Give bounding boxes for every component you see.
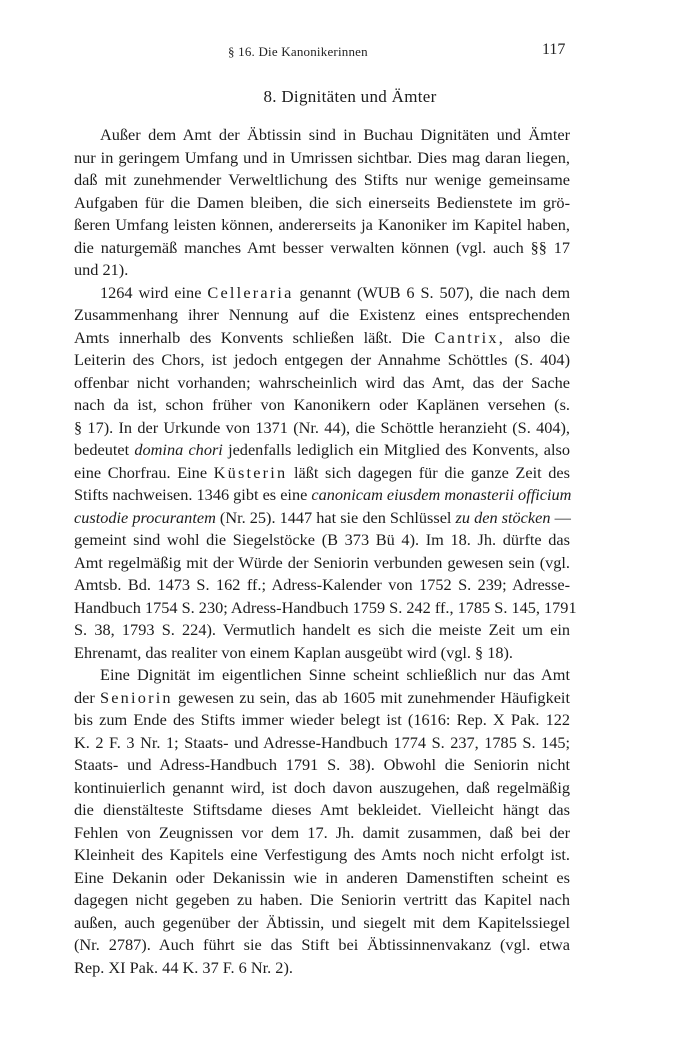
text-line — [74, 687, 570, 710]
text-line: Handbuch 1754 S. 230; Adress-Handbuch 1759 S. 242 ff., 1785 S. 145, 1791 — [74, 597, 577, 617]
text-run: jedenfalls lediglich ein Mitglied des Konvents, also — [228, 440, 571, 459]
text-run: der — [74, 687, 95, 707]
text-line — [74, 462, 570, 485]
text-line: Staats- und Adress-Handbuch 1791 S. 38). Obwohl die Seniorin nicht — [74, 755, 570, 774]
text-line: offenbar nicht vorhanden; wahrscheinlich wird das Amt, das der Sache — [74, 372, 570, 392]
text-line: K. 2 F. 3 Nr. 1; Staats- und Adresse-Handbuch 1774 S. 237, 1785 S. 145; — [74, 732, 570, 752]
text-line: Eine Dignität im eigentlichen Sinne scheint schließlich nur das Amt — [100, 665, 570, 684]
text-line: nur in geringem Umfang und in Umrissen sichtbar. Dies mag daran liegen, — [74, 147, 570, 167]
text-run: eine Chorfrau. Eine — [74, 462, 208, 482]
text-line: Amtsb. Bd. 1473 S. 162 ff.; Adress-Kalender von 1752 S. 239; Adresse- — [74, 575, 570, 594]
page-number: 117 — [542, 41, 566, 58]
text-line: Eine Dekanin oder Dekanissin wie in anderen Damenstiften scheint es — [74, 867, 570, 887]
text-line: außen, auch gegenüber der Äbtissin, und siegelt mit dem Kapitelssiegel — [74, 912, 570, 932]
running-title: § 16. Die Kanonikerinnen — [228, 44, 368, 59]
italic-quote: canonicam eiusdem monasterii officium — [311, 485, 572, 504]
text-line — [74, 439, 570, 462]
text-line: S. 38, 1793 S. 224). Vermutlich handelt es sich die meiste Zeit um ein — [74, 620, 570, 639]
italic-term: domina chori — [134, 440, 223, 459]
text-line: Rep. XI Pak. 44 K. 37 F. 6 Nr. 2). — [74, 957, 293, 977]
text-line: Fehlen von Zeugnissen vor dem 17. Jh. damit zusammen, daß bei der — [74, 822, 570, 842]
text-line: Ehrenamt, das realiter von einem Kaplan ausgeübt wird (vgl. § 18). — [74, 642, 514, 662]
text-line — [74, 484, 570, 507]
text-run: gewesen zu sein, das ab 1605 mit zunehmender Häufigkeit — [177, 687, 570, 707]
text-line — [74, 327, 570, 350]
text-line: nach da ist, schon früher von Kanonikern oder Kaplänen versehen (s. — [74, 395, 570, 414]
text-line: Aufgaben für die Damen bleiben, die sich einerseits Bedienstete im grö- — [74, 192, 570, 212]
text-run: läßt sich dagegen für die ganze Zeit des — [293, 462, 570, 482]
spaced-term-celleraria: Celleraria — [207, 282, 294, 302]
spaced-term-cantrix: Cantrix, — [434, 327, 505, 347]
body-text — [74, 124, 577, 979]
text-run: genannt (WUB 6 S. 507), die nach dem — [299, 282, 570, 302]
dash: — — [554, 507, 571, 527]
text-line: Außer dem Amt der Äbtissin sind in Buchau Dignitäten und Ämter — [100, 125, 570, 144]
text-line: gemeint sind wohl die Siegelstöcke (B 373 Bü 4). Im 18. Jh. dürfte das — [74, 530, 570, 549]
text-line: Leiterin des Chors, ist jedoch entgegen der Annahme Schöttles (S. 404) — [74, 350, 570, 369]
text-line: kontinuierlich genannt wird, ist doch davon auszugehen, daß regelmäßig — [74, 777, 570, 797]
text-line — [74, 282, 570, 305]
text-line: dagegen nicht gegeben zu haben. Die Seniorin vertritt das Kapitel nach — [74, 890, 570, 909]
text-run: bedeutet — [74, 440, 130, 459]
text-line: Zusammenhang ihrer Nennung auf die Existenz eines entsprechenden — [74, 305, 570, 324]
text-line: und 21). — [74, 260, 129, 279]
text-line: (Nr. 2787). Auch führt sie das Stift bei Äbtissinnenvakanz (vgl. etwa — [74, 935, 570, 954]
text-line: die dienstälteste Stiftsdame dieses Amt bekleidet. Vielleicht hängt das — [74, 800, 570, 819]
text-run: Stifts nachweisen. 1346 gibt es eine — [74, 485, 308, 504]
spaced-term-kuesterin: Küsterin — [213, 462, 288, 482]
text-line: daß mit zunehmender Verweltlichung des Stifts nur wenige gemeinsame — [74, 170, 570, 189]
section-heading: 8. Dignitäten und Ämter — [263, 87, 437, 106]
text-run: also die — [514, 327, 570, 347]
spaced-term-seniorin: Seniorin — [100, 687, 173, 707]
text-run: (Nr. 25). 1447 hat sie den Schlüssel — [219, 507, 452, 527]
text-line: ßeren Umfang leisten können, andererseits ja Kanoniker im Kapitel haben, — [74, 215, 570, 234]
text-run: 1264 wird eine — [100, 282, 202, 302]
italic-quote: custodie procurantem — [74, 507, 216, 527]
text-line: Amt regelmäßig mit der Würde der Seniorin verbunden gewesen sein (vgl. — [74, 552, 570, 572]
text-line: die naturgemäß manches Amt besser verwalten können (vgl. auch §§ 17 — [74, 237, 570, 257]
text-line: § 17). In der Urkunde von 1371 (Nr. 44), die Schöttle heranzieht (S. 404), — [74, 417, 570, 437]
italic-quote: zu den stöcken — [455, 507, 551, 527]
text-run: Amts innerhalb des Konvents schließen läßt. Die — [74, 327, 426, 347]
text-line — [74, 507, 570, 530]
text-line: Kleinheit des Kapitels eine Verfestigung des Amts noch nicht erfolgt ist. — [74, 845, 570, 864]
text-line: bis zum Ende des Stifts immer wieder belegt ist (1616: Rep. X Pak. 122 — [74, 710, 570, 729]
